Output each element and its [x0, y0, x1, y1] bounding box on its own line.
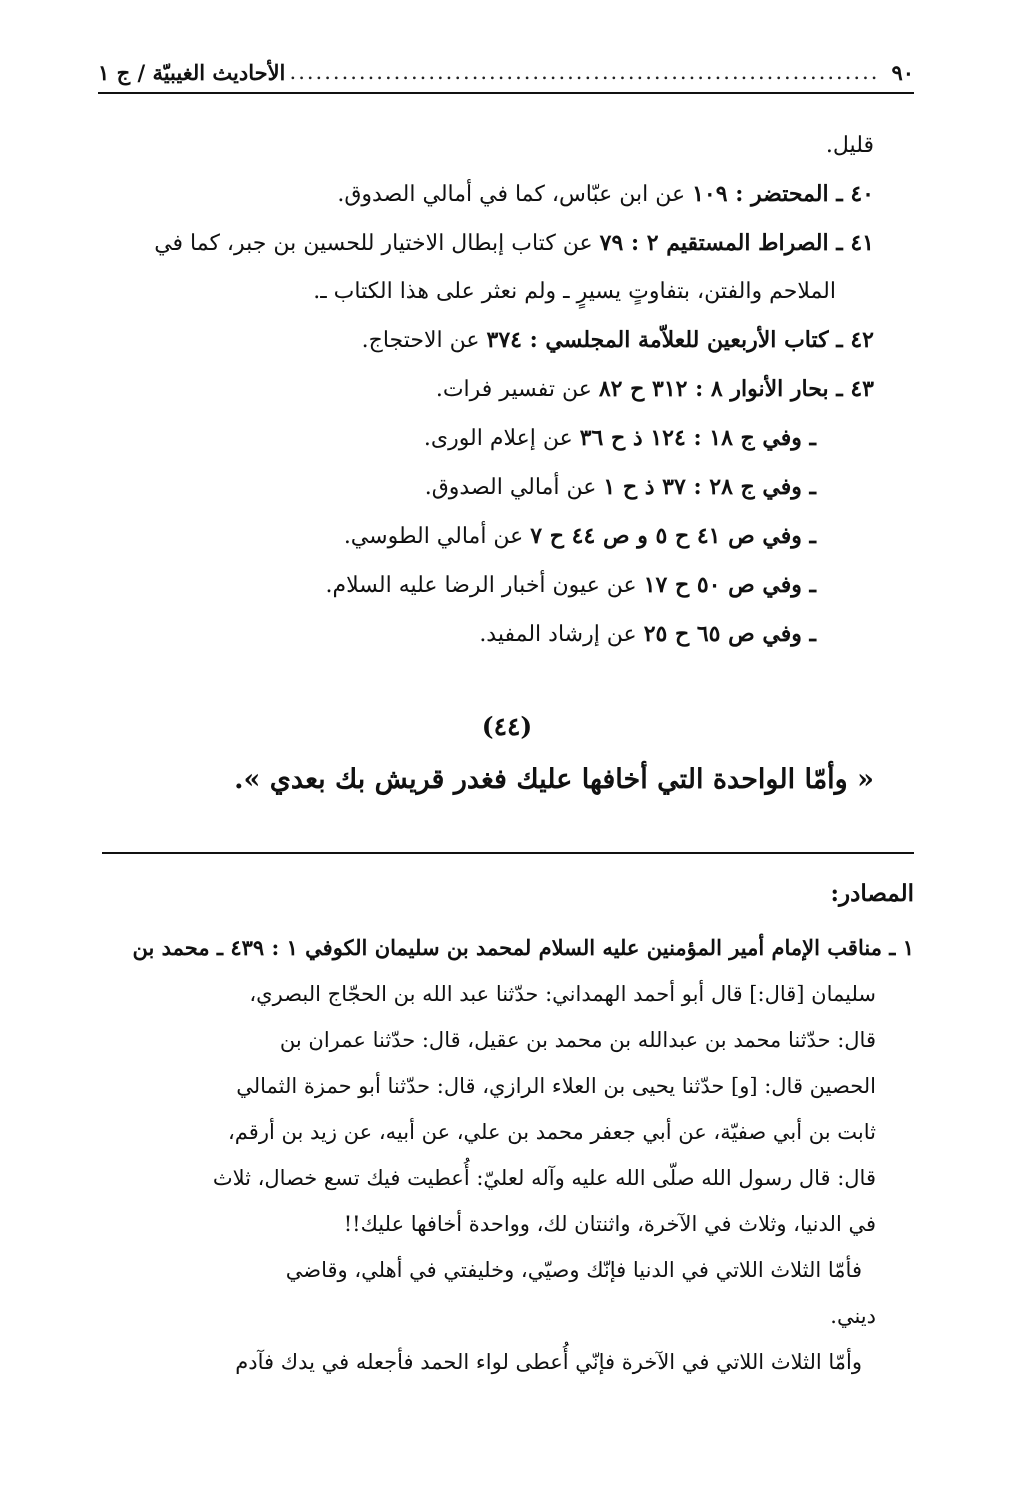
source-label: ١ ـ مناقب الإمام أمير المؤمنين عليه السلام لمحمد بن سليمان الكوفي ١ : ٤٣٩ — [230, 935, 914, 960]
ref-text: عن أمالي الطوسي. — [343, 524, 531, 549]
references-block — [104, 122, 874, 659]
ref-item-43 — [104, 365, 874, 414]
ref-label: ـ وفي ص ٦٥ ح ٢٥ — [643, 621, 816, 647]
ref-label: ٤٠ ـ المحتضر : ١٠٩ — [692, 181, 874, 207]
ref-label: ٤٣ ـ بحار الأنوار ٨ : ٣١٢ ح ٨٢ — [598, 376, 874, 402]
leader-dots — [291, 60, 879, 84]
source-line: قال: حدّثنا محمد بن عبدالله بن محمد بن عقيل، قال: حدّثنا عمران بن — [279, 1028, 876, 1052]
ref-sub-item — [104, 610, 874, 659]
ref-text: عن كتاب إبطال الاختيار للحسين بن جبر، كما في — [154, 231, 600, 256]
ref-text: عن إرشاد المفيد. — [479, 622, 644, 647]
ref-label: ـ وفي ص ٥٠ ح ١٧ — [643, 572, 816, 598]
source-line: ثابت بن أبي صفيّة، عن أبي جعفر محمد بن علي، عن أبيه، عن زيد بن أرقم، — [228, 1120, 876, 1144]
footnote-divider — [102, 852, 914, 854]
ref-label: ٤٢ ـ كتاب الأربعين للعلاّمة المجلسي : ٣٧٤ — [486, 327, 874, 353]
ref-item-41-cont: الملاحم والفتن، بتفاوتٍ يسيرٍ ـ ولم نعثر على هذا الكتاب ـ. — [313, 279, 836, 304]
ref-sub-item — [104, 561, 874, 610]
ref-text: عن عيون أخبار الرضا عليه السلام. — [325, 573, 644, 598]
source-label-tail: ـ محمد بن — [132, 935, 231, 960]
source-line: الحصين قال: [و] حدّثنا يحيى بن العلاء الرازي، قال: حدّثنا أبو حمزة الثمالي — [236, 1074, 876, 1098]
book-title: الأحاديث الغيبيّة / ج ١ — [98, 59, 286, 85]
sources-block — [102, 925, 914, 1385]
page-number: ٩٠ — [891, 59, 914, 85]
ref-sub-item — [104, 512, 874, 561]
source-line: سليمان [قال:] قال أبو أحمد الهمداني: حدّثنا عبد الله بن الحجّاج البصري، — [249, 982, 876, 1006]
source-paragraph: فأمّا الثلاث اللاتي في الدنيا فإنّك وصيّي، وخليفتي في أهلي، وقاضي — [285, 1258, 862, 1282]
ref-sub-item — [104, 463, 874, 512]
source-line: قال: قال رسول الله صلّى الله عليه وآله لعليّ: أُعطيت فيك تسع خصال، ثلاث — [212, 1166, 876, 1190]
source-item-1 — [102, 925, 914, 971]
ref-sub-item — [104, 414, 874, 463]
source-paragraph-cont: ديني. — [830, 1304, 876, 1328]
ref-text: عن أمالي الصدوق. — [424, 475, 604, 500]
ref-text: عن تفسير فرات. — [435, 377, 599, 402]
ref-text: عن الاحتجاج. — [361, 328, 487, 353]
ref-label: ـ وفي ص ٤١ ح ٥ و ص ٤٤ ح ٧ — [530, 523, 816, 549]
ref-label: ـ وفي ج ١٨ : ١٢٤ ذ ح ٣٦ — [579, 425, 816, 451]
ref-label: ـ وفي ج ٢٨ : ٣٧ ذ ح ١ — [603, 474, 816, 500]
ref-item-42 — [104, 316, 874, 365]
ref-item-41 — [104, 219, 874, 268]
ref-label: ٤١ ـ الصراط المستقيم ٢ : ٧٩ — [599, 230, 874, 256]
ref-continuation: قليل. — [825, 133, 874, 158]
hadith-text: « وأمّا الواحدة التي أخافها عليك فغدر قريش بك بعدي ». — [234, 764, 874, 795]
source-line: في الدنيا، وثلاث في الآخرة، واثنتان لك، وواحدة أخافها عليك!! — [343, 1212, 876, 1236]
ref-text: عن ابن عبّاس، كما في أمالي الصدوق. — [337, 182, 693, 207]
ref-text: عن إعلام الورى. — [423, 426, 580, 451]
ref-item-40 — [104, 170, 874, 219]
source-paragraph: وأمّا الثلاث اللاتي في الآخرة فإنّي أُعطى لواء الحمد فأجعله في يدك فآدم — [235, 1350, 862, 1374]
hadith-number: (٤٤) — [481, 712, 533, 741]
running-header — [98, 52, 914, 94]
sources-heading: المصادر: — [830, 880, 914, 907]
